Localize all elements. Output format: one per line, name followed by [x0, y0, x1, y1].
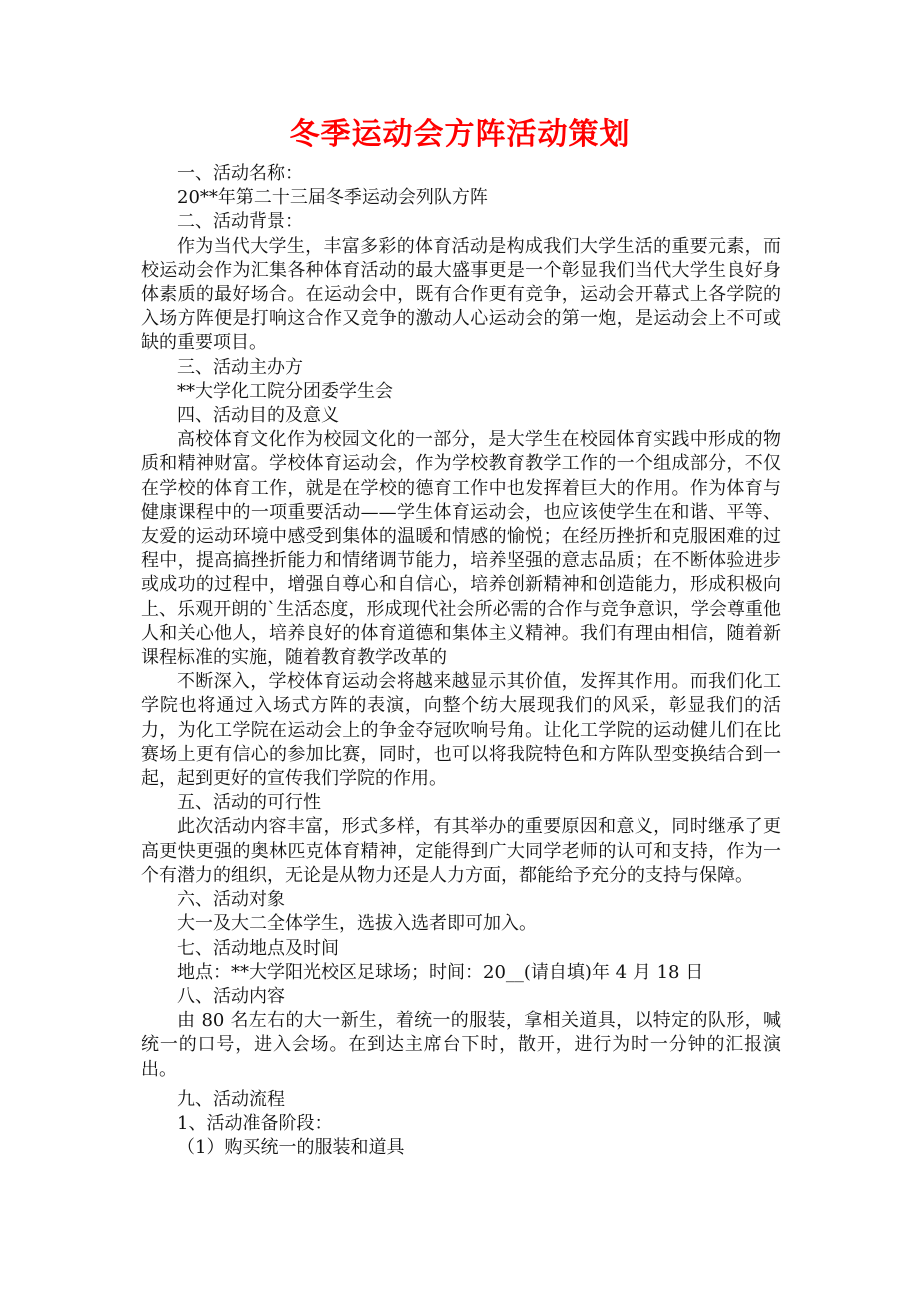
paragraph-feasibility: 此次活动内容丰富，形式多样，有其举办的重要原因和意义，同时继承了更高更快更强的奥林匹克体育精神，定能得到广大同学老师的认可和支持，作为一个有潜力的组织，无论是从物力还是人力方面，都能给予充分的支持与保障。 [141, 816, 781, 886]
paragraph-activity-name: 20**年第二十三届冬季运动会列队方阵 [177, 187, 488, 209]
section-heading-organizer: 三、活动主办方 [177, 356, 303, 378]
section-heading-content: 八、活动内容 [177, 985, 285, 1007]
section-heading-feasibility: 五、活动的可行性 [177, 792, 321, 814]
section-heading-activity-name: 一、活动名称： [177, 163, 303, 184]
section-heading-participants: 六、活动对象 [177, 889, 285, 911]
document-title: 冬季运动会方阵活动策划 [289, 117, 631, 152]
paragraph-content: 由 80 名左右的大一新生，着统一的服装，拿相关道具，以特定的队形，喊统一的口号，进入会场。在到达主席台下时，散开，进行为时一分钟的汇报演出。 [141, 1010, 781, 1080]
section-heading-purpose: 四、活动目的及意义 [177, 405, 339, 427]
section-heading-location-time: 七、活动地点及时间 [177, 937, 339, 959]
section-heading-background: 二、活动背景： [177, 211, 303, 233]
subsection-heading-preparation: 1、活动准备阶段： [177, 1112, 333, 1134]
paragraph-purpose: 高校体育文化作为校园文化的一部分，是大学生在校园体育实践中形成的物质和精神财富。学校体育运动会，作为学校教育教学工作的一个组成部分，不仅在学校的体育工作，就是在学校的德育工作中也发挥着巨大的作用。作为体育与健康课程中的一项重要活动——学生体育运动会，也应该使学生在和谐、平等、友爱的运动环境中感受到集体的温暖和情感的愉悦；在经历挫折和克服困难的过程中，提高搞挫折能力和情绪调节能力，培养坚强的意志品质；在不断体验进步或成功的过程中，增强自尊心和自信心，培养创新精神和创造能力，形成积极向上、乐观开朗的`生活态度，形成现代社会所必需的合作与竞争意识，学会尊重他人和关心他人，培养良好的体育道德和集体主义精神。我们有理由相信，随着新课程标准的实施，随着教育教学改革的 [141, 429, 781, 669]
document-body [141, 162, 781, 1160]
paragraph-organizer: **大学化工院分团委学生会 [177, 380, 393, 402]
list-item-purchase: （1）购买统一的服装和道具 [177, 1137, 405, 1159]
paragraph-participants: 大一及大二全体学生，选拔入选者即可加入。 [177, 913, 537, 935]
paragraph-background: 作为当代大学生，丰富多彩的体育活动是构成我们大学生活的重要元素，而校运动会作为汇集各种体育活动的最大盛事更是一个彰显我们当代大学生良好身体素质的最好场合。在运动会中，既有合作更有竞争，运动会开幕式上各学院的入场方阵便是打响这合作又竞争的激动人心运动会的第一炮，是运动会上不可或缺的重要项目。 [141, 235, 781, 354]
paragraph-purpose-continued: 不断深入，学校体育运动会将越来越显示其价值，发挥其作用。而我们化工学院也将通过入场式方阵的表演，向整个纺大展现我们的风采，彰显我们的活力，为化工学院在运动会上的争金夺冠吹响号角。让化工学院的运动健儿们在比赛场上更有信心的参加比赛，同时，也可以将我院特色和方阵队型变换结合到一起，起到更好的宣传我们学院的作用。 [141, 671, 781, 790]
paragraph-location-time: 地点：**大学阳光校区足球场；时间：20__(请自填)年 4 月 18 日 [177, 961, 704, 983]
section-heading-process: 九、活动流程 [177, 1088, 285, 1110]
